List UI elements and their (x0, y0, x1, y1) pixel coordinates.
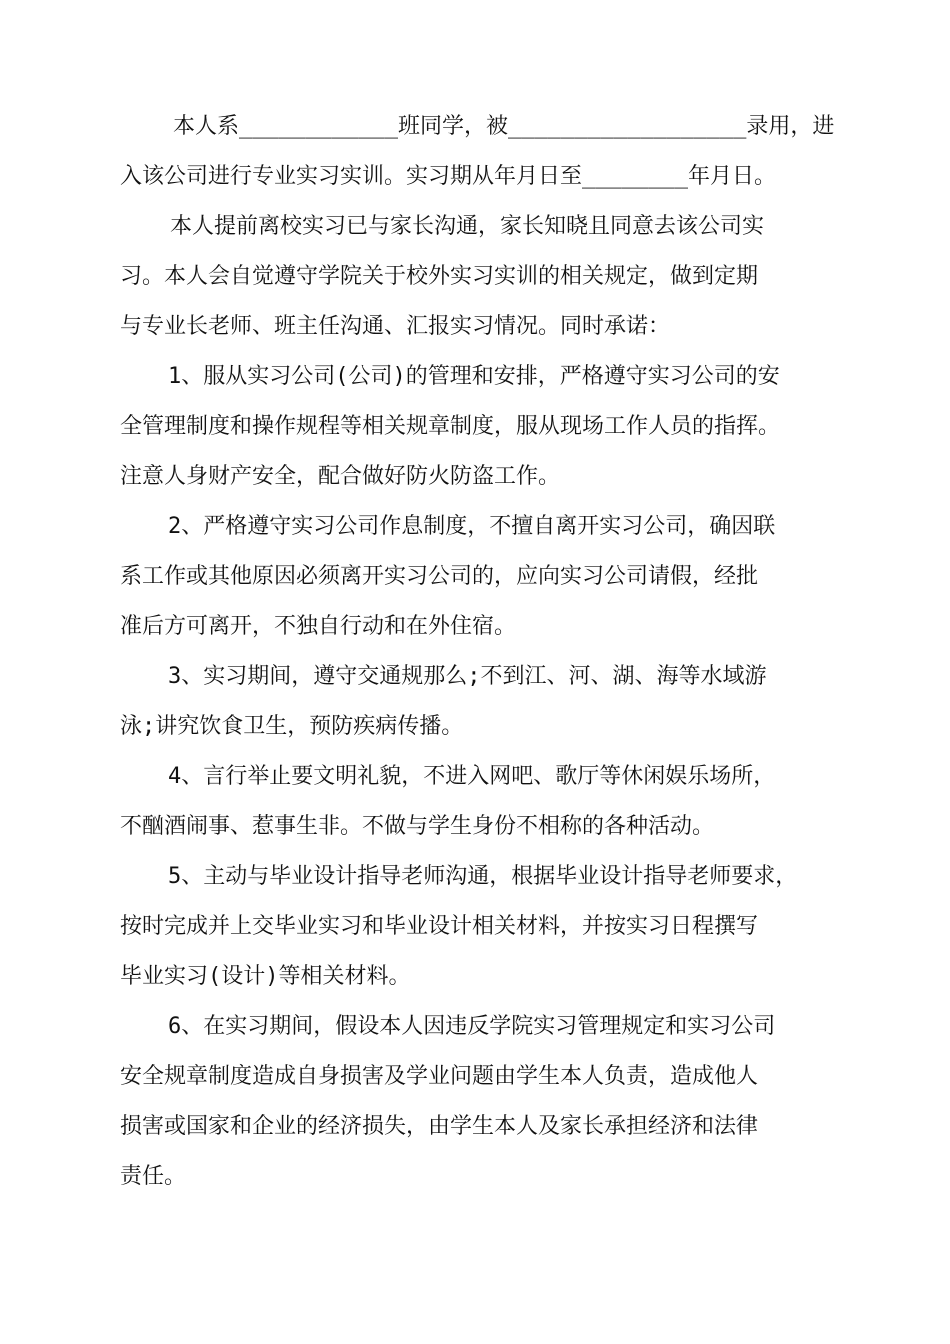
paragraph-3-line-2: 全管理制度和操作规程等相关规章制度，服从现场工作人员的指挥。 (120, 414, 781, 439)
paragraph-7-line-2: 按时完成并上交毕业实习和毕业设计相关材料，并按实习日程撰写 (120, 914, 759, 939)
paragraph-4-line-3: 准后方可离开，不独自行动和在外住宿。 (120, 614, 517, 639)
paragraph-1-line-1: 本人系____________班同学，被__________________录用，进 (173, 114, 835, 139)
paragraph-2-line-1: 本人提前离校实习已与家长沟通，家长知晓且同意去该公司实 (170, 214, 765, 239)
paragraph-7-line-3: 毕业实习(设计)等相关材料。 (120, 964, 411, 989)
paragraph-5-line-2: 泳;讲究饮食卫生，预防疾病传播。 (120, 714, 464, 739)
paragraph-1-line-2: 入该公司进行专业实习实训。实习期从年月日至________年月日。 (120, 164, 776, 189)
paragraph-8-line-1: 6、在实习期间，假设本人因违反学院实习管理规定和实习公司 (168, 1014, 776, 1039)
paragraph-8-line-3: 损害或国家和企业的经济损失，由学生本人及家长承担经济和法律 (120, 1114, 759, 1139)
paragraph-7-line-1: 5、主动与毕业设计指导老师沟通，根据毕业设计指导老师要求， (168, 864, 798, 889)
paragraph-4-line-2: 系工作或其他原因必须离开实习公司的，应向实习公司请假，经批 (120, 564, 759, 589)
paragraph-5-line-1: 3、实习期间，遵守交通规那么;不到江、河、湖、海等水域游 (168, 664, 767, 689)
paragraph-6-line-2: 不酗酒闹事、惹事生非。不做与学生身份不相称的各种活动。 (120, 814, 715, 839)
paragraph-2-line-2: 习。本人会自觉遵守学院关于校外实习实训的相关规定，做到定期 (120, 264, 759, 289)
paragraph-8-line-2: 安全规章制度造成自身损害及学业问题由学生本人负责，造成他人 (120, 1064, 759, 1089)
paragraph-2-line-3: 与专业长老师、班主任沟通、汇报实习情况。同时承诺： (120, 314, 671, 339)
paragraph-3-line-3: 注意人身财产安全，配合做好防火防盗工作。 (120, 464, 561, 489)
paragraph-3-line-1: 1、服从实习公司(公司)的管理和安排，严格遵守实习公司的安 (168, 364, 780, 389)
paragraph-6-line-1: 4、言行举止要文明礼貌，不进入网吧、歌厅等休闲娱乐场所， (168, 764, 776, 789)
paragraph-4-line-1: 2、严格遵守实习公司作息制度，不擅自离开实习公司，确因联 (168, 514, 776, 539)
paragraph-8-line-4: 责任。 (120, 1164, 187, 1189)
